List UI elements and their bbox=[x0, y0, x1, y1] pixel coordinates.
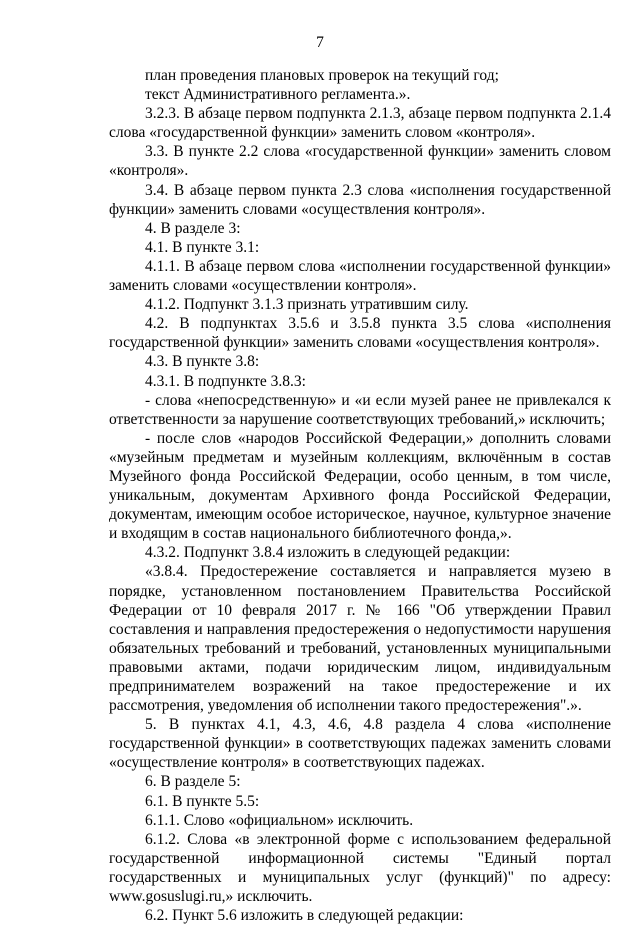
paragraph: 4.2. В подпунктах 3.5.6 и 3.5.8 пункта 3.5 слова «исполнения государственной функции» заменить словами «осуществления контроля». bbox=[109, 315, 611, 352]
paragraph: 6.1.2. Слова «в электронной форме с использованием федеральной государственной информационной системы "Единый портал государственных и муниципальных услуг (функций)" по адресу: www.gosuslugi.ru,» исключить. bbox=[109, 830, 611, 906]
paragraph: 6.1. В пункте 5.5: bbox=[145, 792, 260, 810]
section-heading: 4. В разделе 3: bbox=[145, 219, 241, 237]
section-heading: 6. В разделе 5: bbox=[145, 773, 241, 791]
quoted-paragraph: «3.8.4. Предостережение составляется и направляется музею в порядке, установленном постановлением Правительства Российской Федерации от 10 февраля 2017 г. № 166 "Об утверждении Правил составления и направления предостережения о недопустимости нарушения обязательных требований и требований, установленных муниципальными правовыми актами, подачи юридическим лицом, индивидуальным предпринимателем возражений на такое предостережение и их рассмотрения, уведомления об исполнении такого предостережения".». bbox=[109, 563, 611, 715]
list-item: - после слов «народов Российской Федерации,» дополнить словами «музейным предметам и музейным коллекциям, включённым в состав Музейного фонда Российской Федерации, особо ценным, в том числе, уникальным, документам Архивного фонда Российской Федерации, документам, имеющим особое историческое, научное, культурное значение и входящим в состав национального библиотечного фонда,». bbox=[109, 429, 611, 543]
paragraph: 4.1.2. Подпункт 3.1.3 признать утратившим силу. bbox=[145, 296, 469, 314]
paragraph: 4.3.1. В подпункте 3.8.3: bbox=[145, 372, 306, 390]
paragraph: 6.2. Пункт 5.6 изложить в следующей редакции: bbox=[145, 907, 464, 925]
paragraph: 4.1. В пункте 3.1: bbox=[145, 238, 260, 256]
list-item: - слова «непосредственную» и «и если музей ранее не привлекался к ответственности за нарушение соответствующих требований,» исключить; bbox=[109, 391, 611, 428]
paragraph: 4.3.2. Подпункт 3.8.4 изложить в следующей редакции: bbox=[145, 544, 511, 562]
paragraph: 5. В пунктах 4.1, 4.3, 4.6, 4.8 раздела 4 слова «исполнение государственной функции» в соответствующих падежах заменить словами «осуществление контроля» в соответствующих падежах. bbox=[109, 716, 611, 772]
paragraph: 3.2.3. В абзаце первом подпункта 2.1.3, абзаце первом подпункта 2.1.4 слова «государственной функции» заменить словом «контроля». bbox=[109, 105, 611, 142]
paragraph: текст Административного регламента.». bbox=[145, 86, 411, 104]
document-body bbox=[109, 66, 611, 925]
paragraph: 3.3. В пункте 2.2 слова «государственной функции» заменить словом «контроля». bbox=[109, 143, 611, 180]
page-number: 7 bbox=[316, 34, 324, 51]
paragraph: план проведения плановых проверок на текущий год; bbox=[145, 67, 499, 84]
paragraph: 6.1.1. Слово «официальном» исключить. bbox=[145, 811, 414, 829]
paragraph: 3.4. В абзаце первом пункта 2.3 слова «исполнения государственной функции» заменить словами «осуществления контроля». bbox=[109, 181, 611, 218]
paragraph: 4.3. В пункте 3.8: bbox=[145, 353, 260, 371]
paragraph: 4.1.1. В абзаце первом слова «исполнении государственной функции» заменить словами «осуществлении контроля». bbox=[109, 257, 611, 295]
